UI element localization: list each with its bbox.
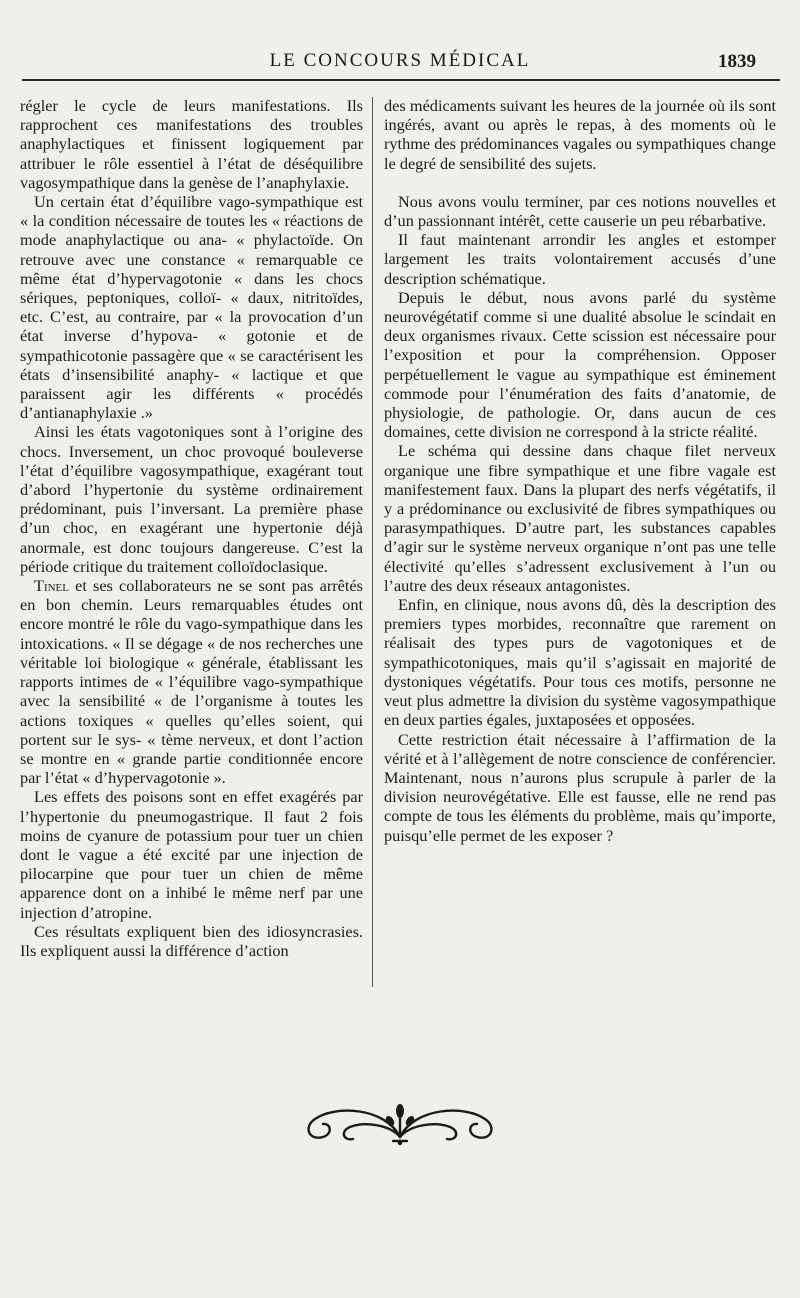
paragraph: des médicaments suivant les heures de la journée où ils sont ingérés, avant ou après le repas, à des moments où le rythme des prédominances vagales ou sympathiques change le degré de sensibilité des sujets. <box>384 96 776 173</box>
paragraph: Le schéma qui dessine dans chaque filet nerveux organique une fibre sympathique et une fibre vagale est manifestement faux. Dans la plupart des nerfs végétatifs, il y a prédominance ou exclusivité de fibres sympathiques ou parasympathiques. D’autre part, les substances capables d’agir sur le système nerveux organique n’ont pas une telle électivité qu’elles s’adressent exclusivement à l’un ou l’autre des deux réseaux antagonistes. <box>384 441 776 595</box>
paragraph: Il faut maintenant arrondir les angles et estomper largement les traits volontairement accusés d’une description schématique. <box>384 230 776 288</box>
header-rule <box>22 79 780 81</box>
paragraph: Depuis le début, nous avons parlé du système neurovégétatif comme si une dualité absolue le scindait en deux organismes rivaux. Cette scission est nécessaire pour l’exposition et pour la compréhension. Opposer perpétuellement le vague au sympathique est éminement commode pour l’énumération des faits d’anatomie, de physiologie, de pathologie. Or, dans aucun de ces domaines, cette division ne correspond à la stricte réalité. <box>384 287 776 442</box>
paragraph: Enfin, en clinique, nous avons dû, dès la description des premiers types morbides, reconnaître que rarement on réalisait des types purs de vagotoniques et de sympathicotoniques, mais qu’il s’agissait en majorité de dystoniques végétatifs. Pour tous ces motifs, personne ne veut plus admettre la division du système vagosympathique en deux parties égales, juxtaposées et opposées. <box>384 595 776 730</box>
left-column <box>20 96 363 960</box>
paragraph-text: et ses collaborateurs ne se sont pas arrêtés en bon chemin. Leurs remarquables études ont encore montré le rôle du vago-sympathique dans les intoxications. « Il se dégage « de nos recherches une véritable loi biologique « générale, établissant les rapports intimes de « l’équilibre vago-sympathique avec la sensibilité « de l’organisme à toutes les actions toxiques « quelles qu’elles soient, qui portent sur le sys- « tème nerveux, et dont l’action se montre en « grande partie conditionnée encore par l’état « d’hypervagotonie ». <box>20 576 363 788</box>
paragraph: Ces résultats expliquent bien des idiosyncrasies. Ils expliquent aussi la différence d’action <box>20 921 363 960</box>
paragraph: Les effets des poisons sont en effet exagérés par l’hypertonie du pneumogastrique. Il faut 2 fois moins de cyanure de potassium pour tuer un chien dont le vague a été excité par une injection de pilocarpine que pour tuer un chien de même apparence dont on a inhibé le même nerf par une injection d’atropine. <box>20 787 363 922</box>
right-column <box>384 96 776 845</box>
paragraph: régler le cycle de leurs manifestations. Ils rapprochent ces manifestations des troubles anaphylactiques et finissent logiquement par attribuer le rôle essentiel à l’état de déséquilibre vagosympathique dans la genèse de l’anaphylaxie. <box>20 96 363 192</box>
paragraph: Un certain état d’équilibre vago-sympathique est « la condition nécessaire de toutes les « réactions de mode anaphylactique ou ana- « phylactoïde. On retrouve avec une constance « remarquable ce même état d’hypervagotonie « dans les chocs sériques, peptoniques, colloï- « daux, nitritoïdes, etc. C’est, au contraire, par « la provocation d’un état inverse d’hypova- « gotonie et de sympathicotonie passagère que « se caractérisent les états d’insensibilité anaphy- « lactique et que paraissent agir les différents « procédés d’antianaphylaxie .» <box>20 192 363 423</box>
author-name: Tinel <box>34 576 69 596</box>
paragraph: Ainsi les états vagotoniques sont à l’origine des chocs. Inversement, un choc provoqué bouleverse l’état d’équilibre vagosympathique, exagérant tout d’abord l’hypertonie du système ordinairement prédominant, puis l’inversant. La première phase d’un choc, en exagérant une hypertonie déjà anormale, est donc toujours dangereuse. C’est la période critique du traitement colloïdoclasique. <box>20 422 363 576</box>
column-divider <box>372 97 373 987</box>
running-title: LE CONCOURS MÉDICAL <box>269 50 531 71</box>
paragraph: Cette restriction était nécessaire à l’affirmation de la vérité et à l’allègement de notre conscience de conférencier. Maintenant, nous n’aurons plus scrupule à parler de la division neurovégétative. Elle est fausse, elle ne rend pas compte de tous les éléments du problème, mais qu’importe, puisqu’elle permet de les exposer ? <box>384 729 776 845</box>
floral-tailpiece-icon <box>295 1097 505 1147</box>
paragraph: Nous avons voulu terminer, par ces notions nouvelles et d’un passionnant intérêt, cette causerie un peu rébarbative. <box>384 191 776 231</box>
paragraph <box>20 576 363 787</box>
page-header <box>0 46 800 76</box>
page-number: 1839 <box>718 51 756 72</box>
